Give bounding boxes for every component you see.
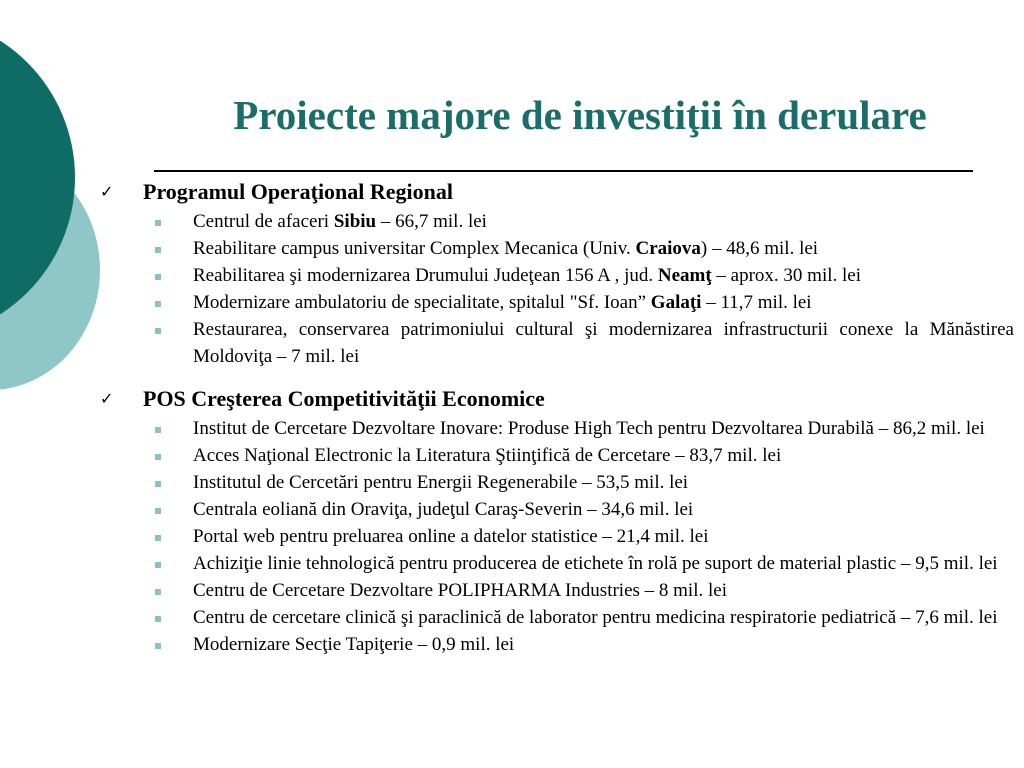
project-item xyxy=(100,577,1014,604)
project-text: Modernizare ambulatoriu de specialitate, spitalul "Sf. Ioan” xyxy=(193,292,651,313)
project-list xyxy=(100,415,1014,658)
project-item xyxy=(100,208,1014,235)
project-item xyxy=(100,289,1014,316)
square-bullet-icon xyxy=(155,220,161,226)
location-name: Sibiu xyxy=(333,211,377,232)
project-text: – 66,7 mil. lei xyxy=(376,211,487,232)
project-text: Institutul de Cercetări pentru Energii Regenerabile – 53,5 mil. lei xyxy=(193,472,689,493)
title-underline xyxy=(154,170,973,172)
project-text: Centru de cercetare clinică şi paraclinică de laborator pentru medicina respiratorie pediatrică – 7,6 mil. lei xyxy=(193,607,998,628)
project-item xyxy=(100,415,1014,442)
square-bullet-icon xyxy=(155,508,161,514)
project-text: Portal web pentru preluarea online a datelor statistice – 21,4 mil. lei xyxy=(193,526,709,547)
project-item xyxy=(100,262,1014,289)
square-bullet-icon xyxy=(155,562,161,568)
project-text: ) – 48,6 mil. lei xyxy=(700,238,819,259)
project-text: Centrala eoliană din Oraviţa, judeţul Caraş-Severin – 34,6 mil. lei xyxy=(193,499,694,520)
project-item xyxy=(100,631,1014,658)
project-item xyxy=(100,604,1014,631)
square-bullet-icon xyxy=(155,535,161,541)
check-icon: ✓ xyxy=(100,389,114,408)
project-item xyxy=(100,469,1014,496)
square-bullet-icon xyxy=(155,643,161,649)
square-bullet-icon xyxy=(155,328,161,334)
square-bullet-icon xyxy=(155,454,161,460)
project-list xyxy=(100,208,1014,370)
project-item xyxy=(100,523,1014,550)
section-heading-label: Programul Operaţional Regional xyxy=(143,179,454,204)
check-icon: ✓ xyxy=(100,182,114,201)
project-text: Reabilitare campus universitar Complex Mecanica (Univ. xyxy=(193,238,636,259)
square-bullet-icon xyxy=(155,274,161,280)
project-text: Centrul de afaceri xyxy=(193,211,334,232)
location-name: Galaţi xyxy=(650,292,702,313)
square-bullet-icon xyxy=(155,427,161,433)
section-heading-label: POS Creşterea Competitivităţii Economice xyxy=(143,386,545,411)
square-bullet-icon xyxy=(155,301,161,307)
project-text: Achiziţie linie tehnologică pentru producerea de etichete în rolă pe suport de material plastic – 9,5 mil. lei xyxy=(193,553,998,574)
program-section xyxy=(100,176,1014,370)
project-text: – aprox. 30 mil. lei xyxy=(711,265,861,286)
location-name: Craiova xyxy=(635,238,701,259)
project-item xyxy=(100,442,1014,469)
program-section xyxy=(100,383,1014,658)
square-bullet-icon xyxy=(155,616,161,622)
project-item xyxy=(100,496,1014,523)
project-text: – 11,7 mil. lei xyxy=(701,292,812,313)
project-text: Centru de Cercetare Dezvoltare POLIPHARMA Industries – 8 mil. lei xyxy=(193,580,727,601)
project-text: Institut de Cercetare Dezvoltare Inovare: Produse High Tech pentru Dezvoltarea Durabilă – 86,2 mil. lei xyxy=(193,418,985,439)
square-bullet-icon xyxy=(155,481,161,487)
location-name: Neamţ xyxy=(657,265,712,286)
section-heading xyxy=(100,176,1014,208)
slide-content xyxy=(100,176,1014,658)
square-bullet-icon xyxy=(155,247,161,253)
project-item xyxy=(100,550,1014,577)
project-text: Modernizare Secţie Tapiţerie – 0,9 mil. lei xyxy=(193,634,515,655)
project-text: Reabilitarea şi modernizarea Drumului Judeţean 156 A , jud. xyxy=(193,265,658,286)
section-heading xyxy=(100,383,1014,415)
project-text: Acces Naţional Electronic la Literatura Ştiinţifică de Cercetare – 83,7 mil. lei xyxy=(193,445,782,466)
project-item xyxy=(100,316,1014,370)
square-bullet-icon xyxy=(155,589,161,595)
slide-title: Proiecte majore de investiţii în derulare xyxy=(233,92,927,138)
project-text: Restaurarea, conservarea patrimoniului cultural şi modernizarea infrastructurii conexe la Mănăstirea Moldoviţa – 7 mil. lei xyxy=(193,319,1014,367)
project-item xyxy=(100,235,1014,262)
